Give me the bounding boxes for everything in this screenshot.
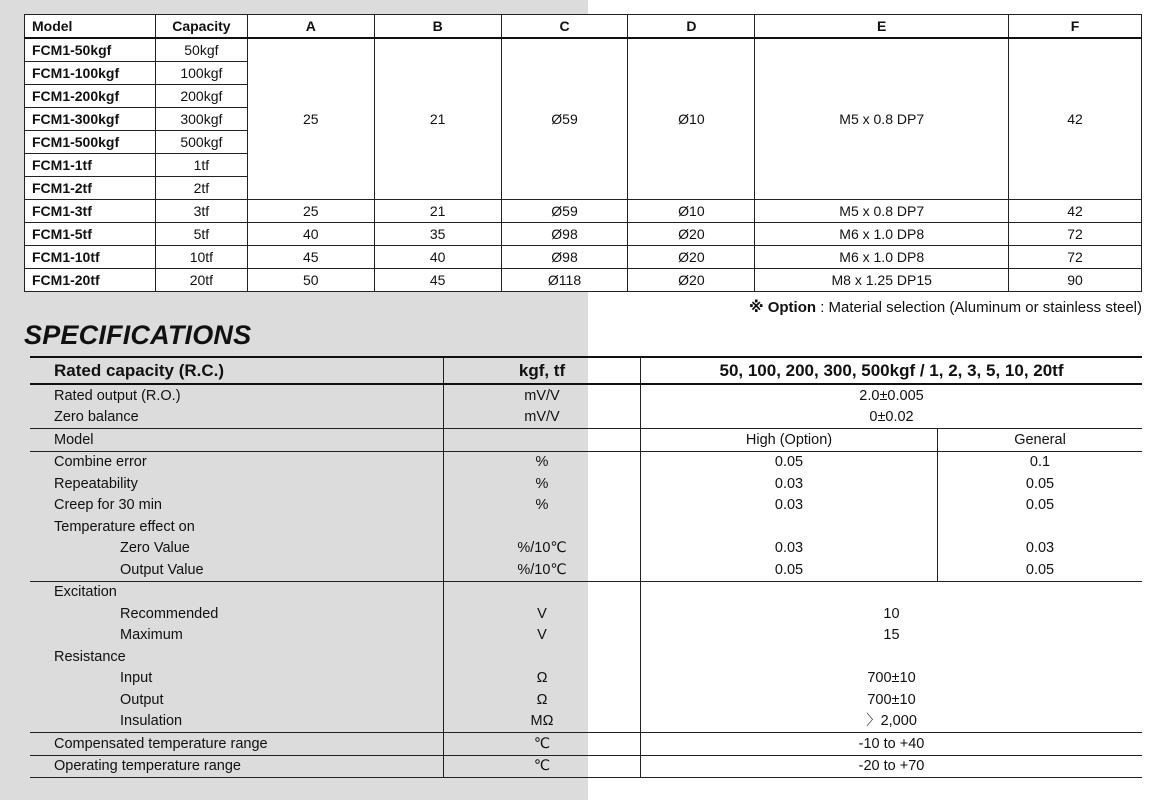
spec-unit: % [444,451,641,473]
dim-d-cell: Ø20 [628,269,755,292]
spec-row-rated-output [30,384,1142,407]
dim-e-cell: M8 x 1.25 DP15 [755,269,1009,292]
dim-d-cell: Ø20 [628,246,755,269]
dim-c-cell: Ø118 [501,269,628,292]
spec-value: -10 to +40 [641,733,1143,756]
spec-high: 0.03 [641,473,938,495]
spec-general: 0.1 [938,451,1143,473]
dim-c-cell: Ø98 [501,246,628,269]
spec-name: Maximum [120,627,183,643]
dimension-header-row [25,15,1142,39]
spec-name: Repeatability [54,475,138,492]
spec-unit: %/10℃ [444,538,641,560]
capacity-cell: 100kgf [155,62,247,85]
dim-e-cell: M6 x 1.0 DP8 [755,223,1009,246]
model-cell: FCM1-5tf [25,223,156,246]
spec-value: 700±10 [641,689,1143,711]
spec-unit: mV/V [444,407,641,429]
capacity-cell: 20tf [155,269,247,292]
spec-name: Operating temperature range [30,755,444,778]
spec-general: 0.03 [938,538,1143,560]
dim-b-cell: 35 [374,223,501,246]
spec-row-maximum [30,625,1142,647]
dim-f-cell: 42 [1009,38,1142,200]
spec-name: Zero balance [54,409,139,425]
table-row [25,200,1142,223]
capacity-cell: 200kgf [155,85,247,108]
spec-name: Output Value [120,561,204,578]
spec-row-zero-balance [30,407,1142,429]
spec-value: 50, 100, 200, 300, 500kgf / 1, 2, 3, 5, 10, 20tf [641,357,1143,384]
spec-value: -20 to +70 [641,755,1143,778]
spec-row-output-value [30,559,1142,581]
header-c: C [501,15,628,39]
table-row [25,38,1142,62]
model-cell: FCM1-200kgf [25,85,156,108]
header-model: Model [25,15,156,39]
dim-b-cell: 40 [374,246,501,269]
dim-c-cell: Ø98 [501,223,628,246]
model-cell: FCM1-3tf [25,200,156,223]
specifications-table [30,356,1142,778]
dim-a-cell: 40 [247,223,374,246]
spec-name: Output [120,691,164,708]
dim-f-cell: 72 [1009,246,1142,269]
spec-unit: ℃ [444,733,641,756]
capacity-cell: 1tf [155,154,247,177]
spec-value: 0±0.02 [641,407,1143,429]
spec-value: 700±10 [641,668,1143,690]
dim-d-cell: Ø20 [628,223,755,246]
dim-a-cell: 45 [247,246,374,269]
header-f: F [1009,15,1142,39]
spec-name: Input [120,670,153,686]
dim-e-cell: M5 x 0.8 DP7 [755,200,1009,223]
capacity-cell: 500kgf [155,131,247,154]
spec-unit: V [444,625,641,647]
dim-f-cell: 72 [1009,223,1142,246]
spec-unit: mV/V [444,384,641,407]
spec-unit: Ω [444,689,641,711]
spec-row-insulation [30,711,1142,733]
spec-unit: %/10℃ [444,559,641,581]
spec-row-combine-error [30,451,1142,473]
spec-name: Zero Value [120,540,190,556]
dim-e-cell: M5 x 0.8 DP7 [755,38,1009,200]
capacity-cell: 2tf [155,177,247,200]
dim-a-cell: 25 [247,200,374,223]
model-cell: FCM1-50kgf [25,38,156,62]
capacity-cell: 3tf [155,200,247,223]
spec-value: 15 [641,625,1143,647]
spec-row-zero-value [30,538,1142,560]
dim-a-cell: 50 [247,269,374,292]
dim-c-cell: Ø59 [501,200,628,223]
dim-b-cell: 21 [374,38,501,200]
spec-general: General [938,429,1143,452]
dim-f-cell: 90 [1009,269,1142,292]
dim-e-cell: M6 x 1.0 DP8 [755,246,1009,269]
note-text: Material selection (Aluminum or stainless steel) [828,299,1142,316]
spec-name: Model [30,429,444,452]
spec-unit [444,429,641,452]
table-row [25,223,1142,246]
spec-general: 0.05 [938,495,1143,517]
spec-row-output [30,689,1142,711]
spec-unit: MΩ [444,711,641,733]
header-d: D [628,15,755,39]
spec-unit: % [444,495,641,517]
spec-unit: kgf, tf [444,357,641,384]
note-label: Option [767,299,817,316]
spec-unit: % [444,473,641,495]
model-cell: FCM1-2tf [25,177,156,200]
capacity-cell: 5tf [155,223,247,246]
dim-d-cell: Ø10 [628,200,755,223]
spec-general: 0.05 [938,473,1143,495]
spec-value: 〉2,000 [641,711,1143,733]
header-capacity: Capacity [155,15,247,39]
spec-unit: ℃ [444,755,641,778]
spec-name: Rated output (R.O.) [54,387,181,404]
spec-row-excitation [30,581,1142,603]
note-symbol: ※ [748,299,764,316]
spec-high: High (Option) [641,429,938,452]
spec-name: Recommended [120,605,219,622]
spec-name: Compensated temperature range [30,733,444,756]
header-b: B [374,15,501,39]
spec-high: 0.05 [641,559,938,581]
spec-header-row [30,357,1142,384]
spec-row-model [30,429,1142,452]
dim-b-cell: 45 [374,269,501,292]
model-cell: FCM1-10tf [25,246,156,269]
capacity-cell: 50kgf [155,38,247,62]
capacity-cell: 10tf [155,246,247,269]
model-cell: FCM1-1tf [25,154,156,177]
option-note [749,298,1142,316]
spec-name: Insulation [120,713,183,729]
model-cell: FCM1-100kgf [25,62,156,85]
capacity-cell: 300kgf [155,108,247,131]
spec-unit: Ω [444,668,641,690]
spec-row-operating-temp [30,755,1142,778]
spec-unit: V [444,603,641,625]
dim-d-cell: Ø10 [628,38,755,200]
spec-row-repeatability [30,473,1142,495]
header-e: E [755,15,1009,39]
model-cell: FCM1-20tf [25,269,156,292]
dim-f-cell: 42 [1009,200,1142,223]
model-cell: FCM1-300kgf [25,108,156,131]
spec-value: 10 [641,603,1143,625]
spec-value: 2.0±0.005 [641,384,1143,407]
spec-row-resistance [30,646,1142,668]
spec-name: Rated capacity (R.C.) [30,357,444,384]
dim-b-cell: 21 [374,200,501,223]
model-cell: FCM1-500kgf [25,131,156,154]
dimension-table [24,14,1142,292]
spec-row-creep [30,495,1142,517]
spec-high: 0.03 [641,495,938,517]
note-separator: : [816,299,829,316]
spec-name: Excitation [30,581,444,603]
spec-name: Temperature effect on [54,518,195,535]
specifications-title: SPECIFICATIONS [24,320,252,350]
spec-name: Creep for 30 min [54,497,162,513]
spec-row-temperature-effect [30,516,1142,538]
table-row [25,246,1142,269]
spec-name: Combine error [30,451,444,473]
spec-high: 0.05 [641,451,938,473]
spec-general: 0.05 [938,559,1143,581]
spec-row-recommended [30,603,1142,625]
header-a: A [247,15,374,39]
dim-a-cell: 25 [247,38,374,200]
spec-name: Resistance [54,648,126,665]
table-row [25,269,1142,292]
spec-row-input [30,668,1142,690]
dim-c-cell: Ø59 [501,38,628,200]
spec-row-compensated-temp [30,733,1142,756]
spec-high: 0.03 [641,538,938,560]
